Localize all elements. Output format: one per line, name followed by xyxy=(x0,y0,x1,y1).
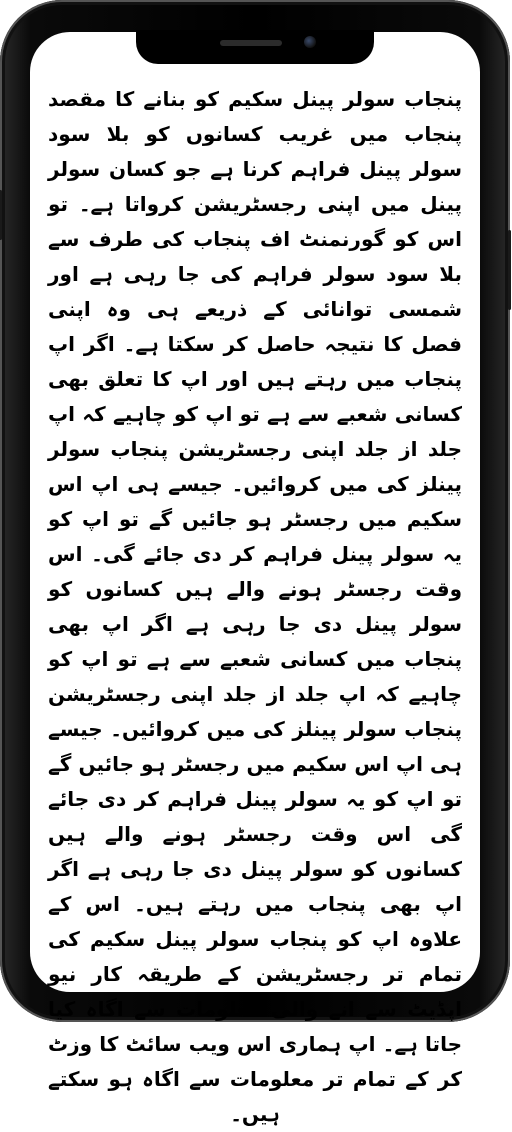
phone-screen xyxy=(30,32,480,1126)
volume-button xyxy=(0,190,2,240)
speaker-grille xyxy=(220,40,282,46)
power-button xyxy=(508,230,511,310)
front-camera-icon xyxy=(304,36,316,48)
article-body: پنجاب سولر پینل سکیم کو بنانے کا مقصد پنجاب میں غریب کسانوں کو بلا سود سولر پینل فراہم کرنا ہے جو کسان سولر پینل میں اپنی رجسٹریشن کرواتا ہے۔ تو اس کو گورنمنٹ اف پنجاب کی طرف سے بلا سود سولر فراہم کی جا رہی ہے اور شمسی توانائی کے ذریعے ہی وہ اپنی فصل کا نتیجہ حاصل کر سکتا ہے۔ اگر اپ پنجاب میں رہتے ہیں اور اپ کا تعلق بھی کسانی شعبے سے ہے تو اپ کو چاہیے کہ اپ جلد از جلد اپنی رجسٹریشن پنجاب سولر پینلز کی میں کروائیں۔ جیسے ہی اپ اس سکیم میں رجسٹر ہو جائیں گے تو اپ کو یہ سولر پینل فراہم کر دی جائے گی۔ اس وقت رجسٹر ہونے والے ہیں کسانوں کو سولر پینل دی جا رہی ہے اگر اپ بھی پنجاب میں کسانی شعبے سے ہے تو اپ کو چاہیے کہ اپ جلد از جلد اپنی رجسٹریشن پنجاب سولر پینلز کی میں کروائیں۔ جیسے ہی اپ اس سکیم میں رجسٹر ہو جائیں گے تو اپ کو یہ سولر پینل فراہم کر دی جائے گی اس وقت رجسٹر ہونے والے ہیں کسانوں کو سولر پینل دی جا رہی ہے اگر اپ بھی پنجاب میں رہتے ہیں۔ اس کے علاوہ اپ کو پنجاب سولر پینل سکیم کی تمام تر رجسٹریشن کے طریقہ کار نیو اپڈیٹ سے انے والی معلومات سے اگاہ کیا جاتا ہے۔ اپ ہماری اس ویب سائٹ کا وزٹ کر کے تمام تر معلومات سے اگاہ ہو سکتے ہیں۔ xyxy=(48,87,462,1126)
phone-notch xyxy=(136,30,374,64)
